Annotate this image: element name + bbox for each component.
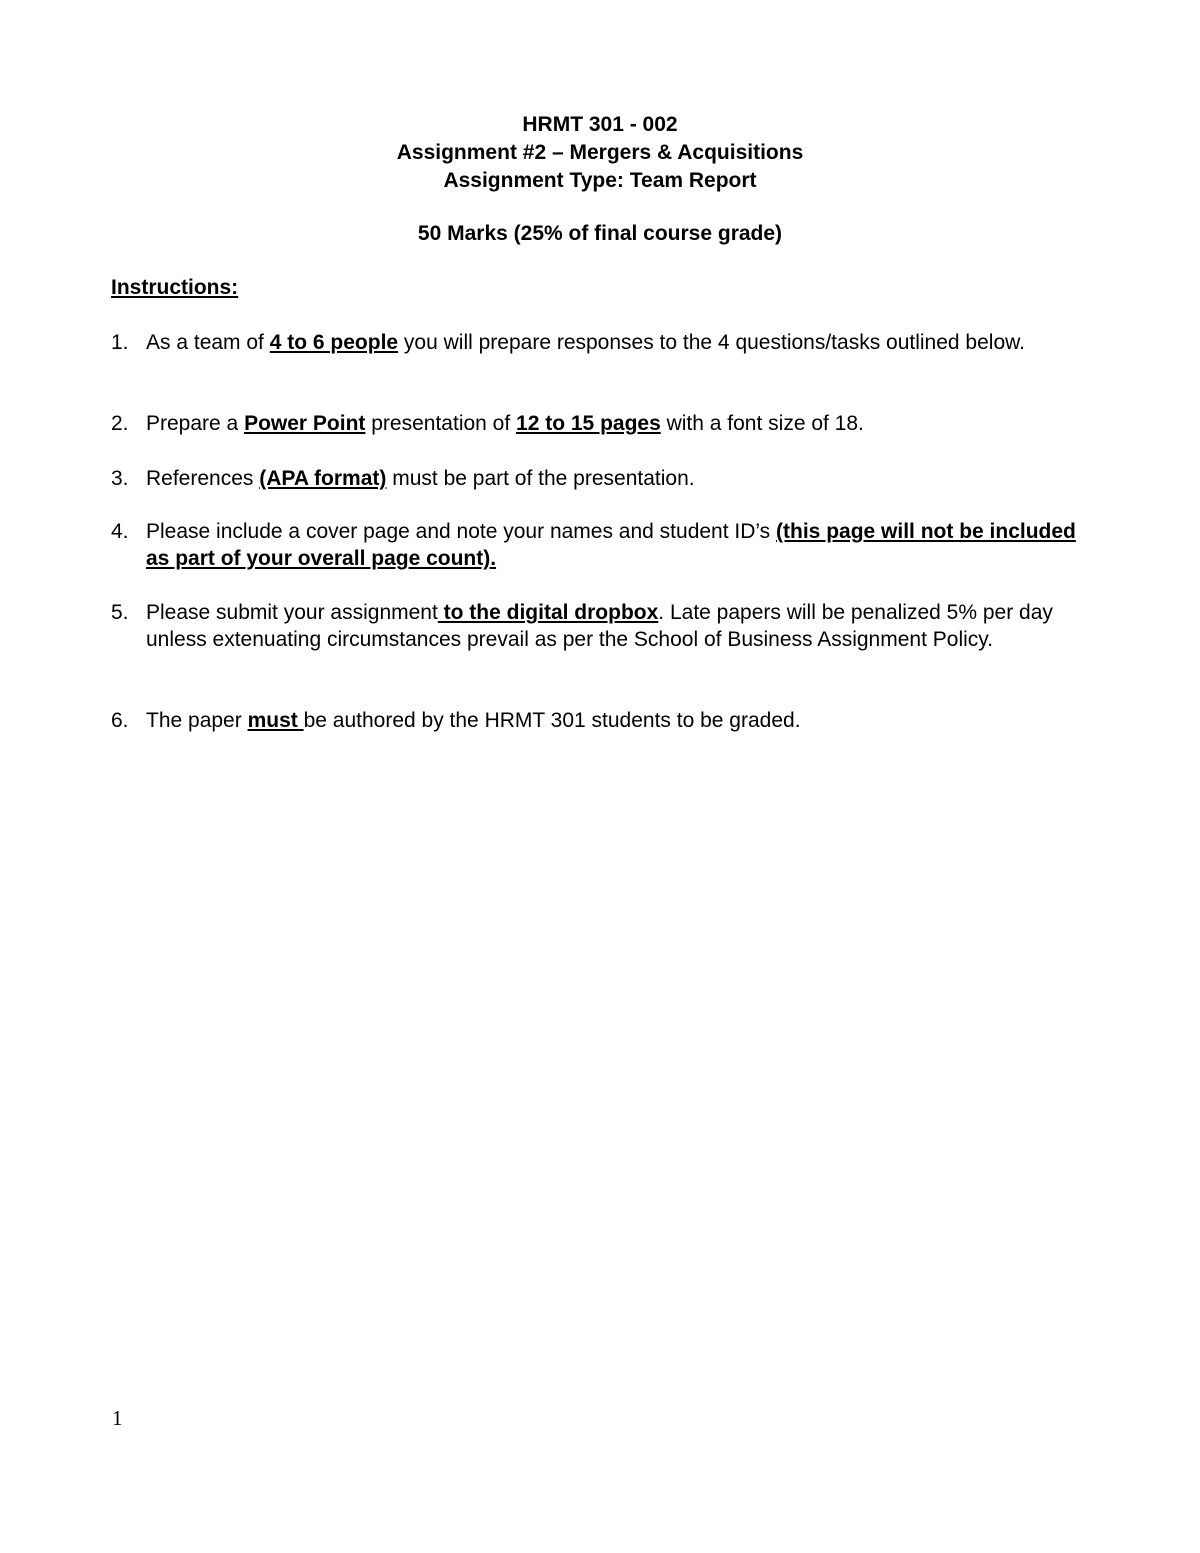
- item-number: 1.: [111, 331, 129, 354]
- item-text: [146, 599, 1101, 653]
- assignment-title: Assignment #2 – Mergers & Acquisitions: [396, 141, 804, 164]
- item-text: [146, 410, 1101, 437]
- item-emphasis: (this page will not be included as part of your overall page count).: [146, 520, 1076, 570]
- item-emphasis: 4 to 6 people: [269, 331, 399, 354]
- item-number: 4.: [111, 520, 129, 543]
- item-number: 5.: [111, 601, 129, 624]
- course-code: HRMT 301 - 002: [522, 113, 678, 136]
- item-text: [146, 465, 1101, 492]
- item-emphasis: to the digital dropbox: [437, 601, 659, 624]
- item-text-run: As a team of: [146, 331, 270, 354]
- item-text-run: be authored by the HRMT 301 students to be graded.: [303, 709, 801, 732]
- item-text: [146, 329, 1101, 356]
- item-text: [146, 518, 1101, 572]
- item-emphasis: Power Point: [244, 412, 366, 435]
- item-text-run: you will prepare responses to the 4 questions/tasks outlined below.: [398, 331, 1025, 354]
- item-emphasis: must: [247, 709, 304, 732]
- instruction-item-2: [111, 410, 1101, 437]
- item-text-run: presentation of: [365, 412, 517, 435]
- item-text-run: . Late papers will be penalized 5% per day unless extenuating circumstances prevail as per the School of Business Assignment Policy.: [146, 601, 1053, 651]
- marks-line: 50 Marks (25% of final course grade): [417, 222, 783, 245]
- assignment-type: Assignment Type: Team Report: [443, 169, 757, 192]
- item-text-run: References: [146, 467, 260, 490]
- instruction-item-4: [111, 518, 1101, 572]
- item-emphasis: (APA format): [259, 467, 387, 490]
- item-text-run: with a font size of 18.: [660, 412, 864, 435]
- item-text-run: must be part of the presentation.: [386, 467, 695, 490]
- item-emphasis: 12 to 15 pages: [516, 412, 661, 435]
- instructions-heading: Instructions:: [111, 276, 239, 299]
- instruction-item-1: [111, 329, 1101, 356]
- item-text-run: Please submit your assignment: [146, 601, 438, 624]
- instruction-item-5: [111, 599, 1101, 653]
- page-number: 1: [112, 1406, 123, 1430]
- instruction-item-3: [111, 465, 1101, 492]
- item-text: [146, 707, 1101, 734]
- item-text-run: Prepare a: [146, 412, 245, 435]
- instruction-item-6: [111, 707, 1101, 734]
- item-number: 6.: [111, 709, 129, 732]
- item-text-run: Please include a cover page and note your names and student ID’s: [146, 520, 777, 543]
- item-number: 2.: [111, 412, 129, 435]
- title-block: [0, 111, 1200, 195]
- item-text-run: The paper: [146, 709, 248, 732]
- item-number: 3.: [111, 467, 129, 490]
